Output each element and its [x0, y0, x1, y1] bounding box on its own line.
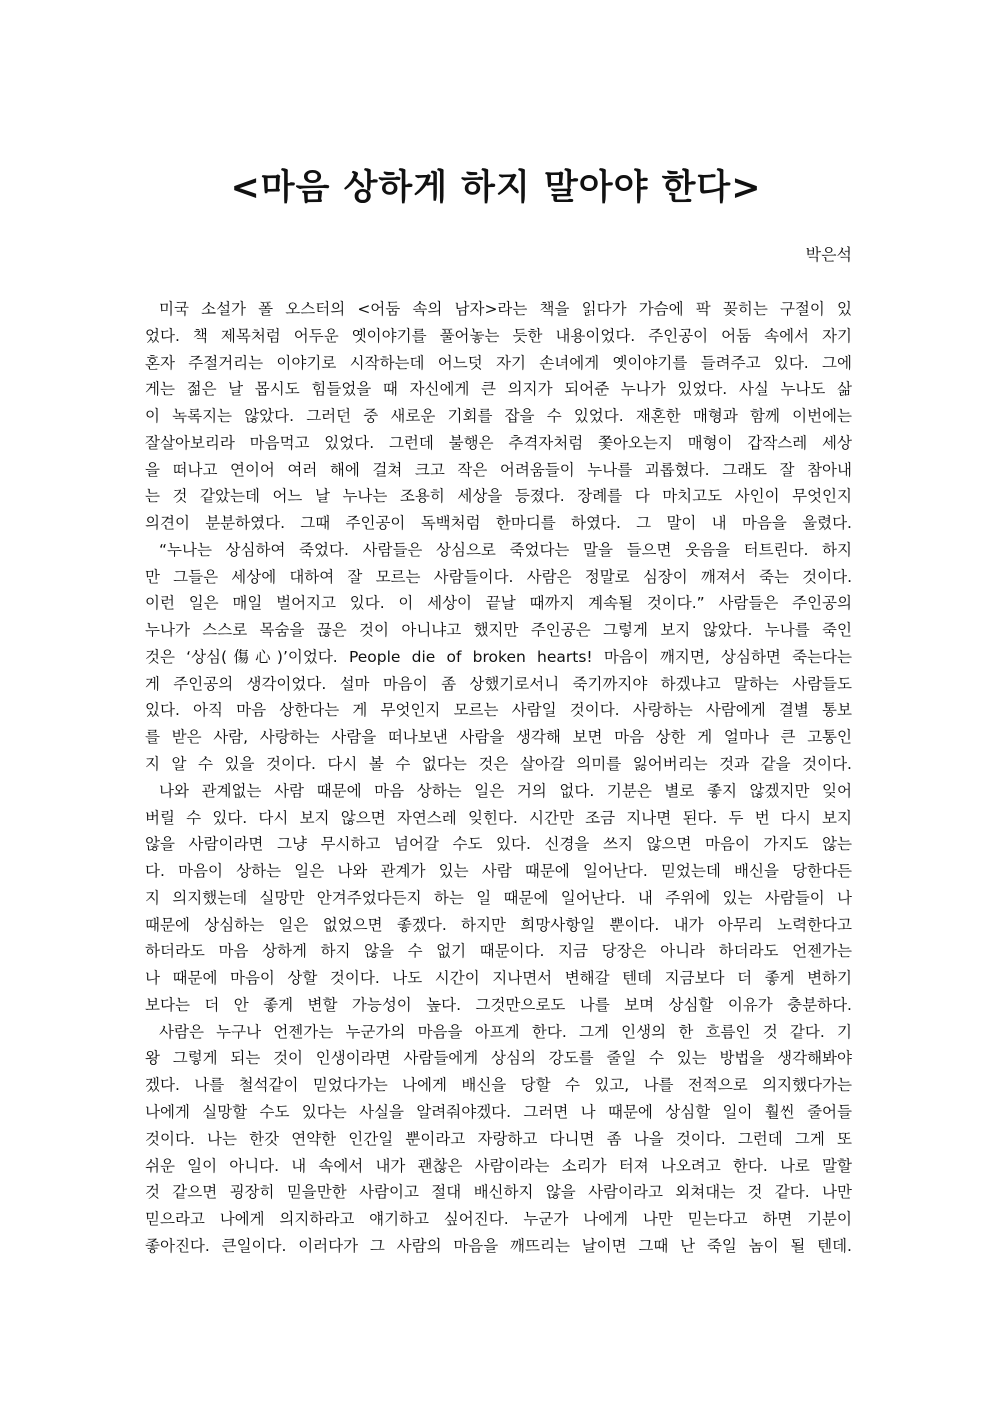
- text-line: 사람은 누구나 언젠가는 누군가의 마음을 아프게 한다. 그게 인생의 한 흐름인 것 같다. 기: [159, 1022, 852, 1041]
- text-line: 쉬운 일이 아니다. 내 속에서 내가 괜찮은 사람이라는 소리가 터져 나오려고 한다. 나로 말할: [145, 1156, 852, 1175]
- text-line: 있다. 아직 마음 상한다는 게 무엇인지 모르는 사람일 것이다. 사랑하는 사람에게 결별 통보: [145, 701, 852, 720]
- text-line: 것은 ‘상심(傷心)’이었다. People die of broken hearts! 마음이 깨지면, 상심하면 죽는다는: [145, 647, 852, 666]
- text-line: 만 그들은 세상에 대하여 잘 모르는 사람들이다. 사람은 정말로 심장이 깨져서 죽는 것이다.: [145, 567, 852, 586]
- text-line: 잘살아보리라 마음먹고 있었다. 그런데 불행은 추격자처럼 쫓아오는지 매형이 갑작스레 세상: [145, 433, 852, 452]
- text-line: 때문에 상심하는 일은 없었으면 좋겠다. 하지만 희망사항일 뿐이다. 내가 아무리 노력한다고: [145, 915, 852, 934]
- text-line: 나 때문에 마음이 상할 것이다. 나도 시간이 지나면서 변해갈 텐데 지금보다 더 좋게 변하기: [145, 969, 852, 988]
- paragraph: [145, 778, 852, 1019]
- text-line: 이런 일은 매일 벌어지고 있다. 이 세상이 끝날 때까지 계속될 것이다.” 사람들은 주인공의: [145, 594, 852, 613]
- paragraph: [145, 537, 852, 778]
- text-line: 겠다. 나를 철석같이 믿었다가는 나에게 배신을 당할 수 있고, 나를 전적으로 의지했다가는: [145, 1076, 852, 1095]
- text-line: 보다는 더 안 좋게 변할 가능성이 높다. 그것만으로도 나를 보며 상심할 이유가 충분하다.: [145, 995, 852, 1014]
- paragraph: [145, 1019, 852, 1260]
- text-line: 버릴 수 있다. 다시 보지 않으면 자연스레 잊힌다. 시간만 조금 지나면 된다. 두 번 다시 보지: [145, 808, 852, 827]
- text-line: 것이다. 나는 한갓 연약한 인간일 뿐이라고 자랑하고 다니면 좀 나을 것이다. 그런데 그게 또: [145, 1129, 852, 1148]
- text-line: 믿으라고 나에게 의지하라고 얘기하고 싶어진다. 누군가 나에게 나만 믿는다고 하면 기분이: [145, 1210, 852, 1229]
- text-line: 게 주인공의 생각이었다. 설마 마음이 좀 상했기로서니 죽기까지야 하겠냐고 말하는 사람들도: [145, 674, 852, 693]
- text-line: 를 받은 사람, 사랑하는 사람을 떠나보낸 사람을 생각해 보면 마음 상한 게 얼마나 큰 고통인: [145, 728, 852, 747]
- text-line: 의견이 분분하였다. 그때 주인공이 독백처럼 한마디를 하였다. 그 말이 내 마음을 울렸다.: [145, 514, 852, 533]
- text-line: 왕 그렇게 되는 것이 인생이라면 사람들에게 상심의 강도를 줄일 수 있는 방법을 생각해봐야: [145, 1049, 852, 1068]
- text-line: 지 알 수 있을 것이다. 다시 볼 수 없다는 것은 살아갈 의미를 잃어버리는 것과 같을 것이다.: [145, 755, 852, 774]
- text-line: 하더라도 마음 상하게 하지 않을 수 없기 때문이다. 지금 당장은 아니라 하더라도 언젠가는: [145, 942, 852, 961]
- text-line: 다. 마음이 상하는 일은 나와 관계가 있는 사람 때문에 일어난다. 믿었는데 배신을 당한다든: [145, 862, 852, 881]
- text-line: 이 녹록지는 않았다. 그러던 중 새로운 기회를 잡을 수 있었다. 재혼한 매형과 함께 이번에는: [145, 407, 852, 426]
- paragraph: [145, 296, 852, 537]
- text-line: 않을 사람이라면 그냥 무시하고 넘어갈 수도 있다. 신경을 쓰지 않으면 마음이 가지도 않는: [145, 835, 852, 854]
- author-name: 박은석: [805, 245, 852, 264]
- text-line: 좋아진다. 큰일이다. 이러다가 그 사람의 마음을 깨뜨리는 날이면 그때 난 죽일 놈이 될 텐데.: [145, 1236, 852, 1255]
- text-line: 지 의지했는데 실망만 안겨주었다든지 하는 일 때문에 일어난다. 내 주위에 있는 사람들이 나: [145, 888, 852, 907]
- text-line: 누나가 스스로 목숨을 끊은 것이 아니냐고 했지만 주인공은 그렇게 보지 않았다. 누나를 죽인: [145, 621, 852, 640]
- text-line: 을 떠나고 연이어 여러 해에 걸쳐 크고 작은 어려움들이 누나를 괴롭혔다. 그래도 잘 참아내: [145, 460, 852, 479]
- text-line: 것 같으면 굉장히 믿을만한 사람이고 절대 배신하지 않을 사람이라고 외쳐대는 것 같다. 나만: [145, 1183, 852, 1202]
- text-line: “누나는 상심하여 죽었다. 사람들은 상심으로 죽었다는 말을 들으면 웃음을 터트린다. 하지: [159, 540, 852, 559]
- text-line: 게는 젊은 날 몹시도 힘들었을 때 자신에게 큰 의지가 되어준 누나가 있었다. 사실 누나도 삶: [145, 380, 852, 399]
- document-body: [145, 296, 852, 1260]
- text-line: 나와 관계없는 사람 때문에 마음 상하는 일은 거의 없다. 기분은 별로 좋지 않겠지만 잊어: [159, 781, 852, 800]
- text-line: 는 것 같았는데 어느 날 누나는 조용히 세상을 등졌다. 장례를 다 마치고도 사인이 무엇인지: [145, 487, 852, 506]
- text-line: 나에게 실망할 수도 있다는 사실을 알려줘야겠다. 그러면 나 때문에 상심할 일이 훨씬 줄어들: [145, 1102, 852, 1121]
- text-line: 미국 소설가 폴 오스터의 <어둠 속의 남자>라는 책을 읽다가 가슴에 팍 꽂히는 구절이 있: [159, 300, 852, 318]
- text-line: 혼자 주절거리는 이야기로 시작하는데 어느덧 자기 손녀에게 옛이야기를 들려주고 있다. 그에: [145, 353, 852, 372]
- document-title: <마음 상하게 하지 말아야 한다>: [230, 168, 762, 208]
- text-line: 었다. 책 제목처럼 어두운 옛이야기를 풀어놓는 듯한 내용이었다. 주인공이 어둠 속에서 자기: [145, 326, 852, 345]
